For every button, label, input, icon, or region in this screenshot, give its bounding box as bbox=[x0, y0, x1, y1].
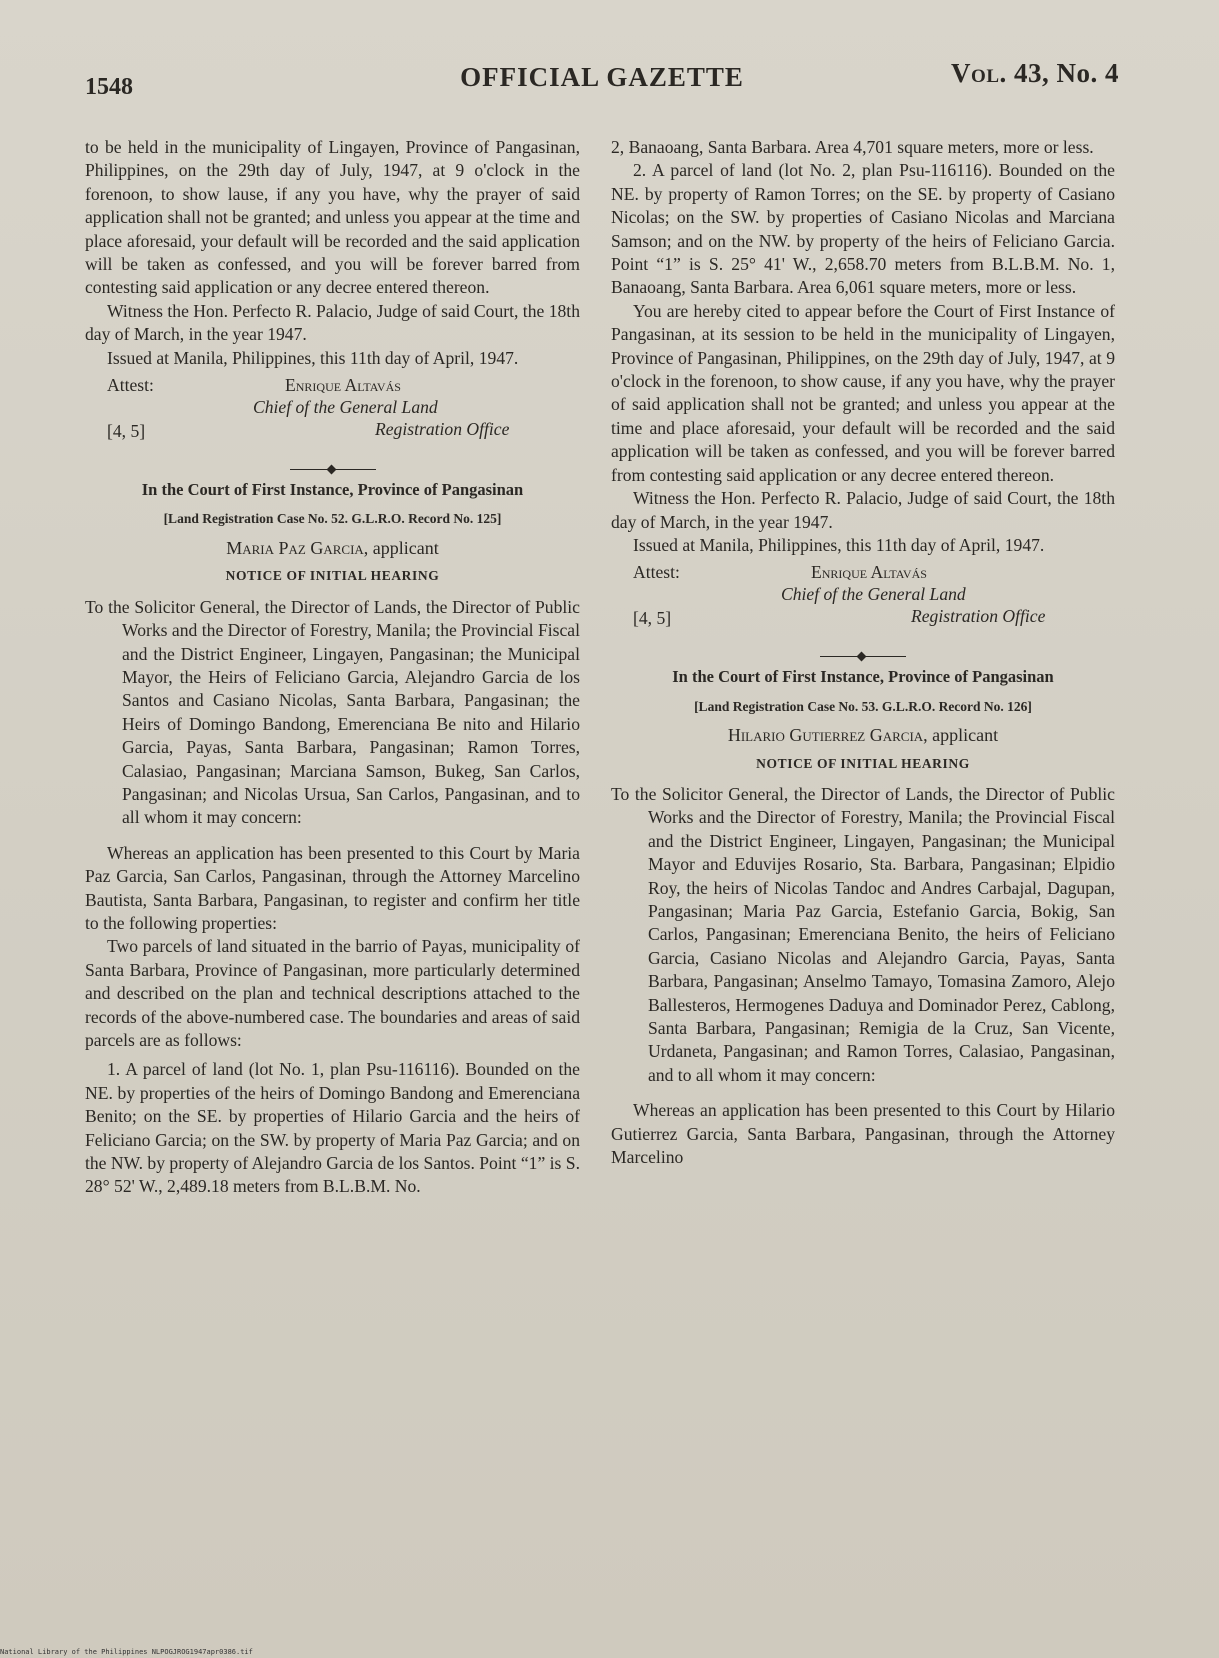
attest-label: Attest: bbox=[107, 375, 154, 396]
notice-heading: NOTICE OF INITIAL HEARING bbox=[225, 568, 440, 584]
attest-label: Attest: bbox=[633, 562, 680, 583]
attest-number: [4, 5] bbox=[107, 421, 146, 442]
applicant-line bbox=[85, 537, 580, 560]
attest-title-line-2: Registration Office bbox=[375, 419, 510, 440]
attest-name: Enrique Altavás bbox=[811, 562, 927, 583]
applicant-name: Hilario Gutierrez Garcia bbox=[727, 725, 924, 746]
left-parcel-1: 1. A parcel of land (lot No. 1, plan Psu-116116). Bounded on the NE. by properties of the heirs of Domingo Bandong and Emerenciana Benito; on the SE. by properties of Hilario Garcia and the heirs of Feliciano Garcia; on the SW. by property of Maria Paz Garcia; and on the NW. by property of Alejandro Garcia de los Santos. Point “1” is S. 28° 52' W., 2,489.18 meters from B.L.B.M. No. bbox=[85, 1059, 580, 1197]
court-heading: In the Court of First Instance, Province of Pangasinan bbox=[672, 667, 1054, 687]
attest-number: [4, 5] bbox=[633, 608, 672, 629]
addressees: To the Solicitor General, the Director of Lands, the Director of Public Works and the Director of Forestry, Manila; the Provincial Fiscal and the District Engineer, Lingayen, Pangasinan; the Municipal Mayor and Eduvijes Rosario, Sta. Barbara, Pangasinan; Elpidio Roy, the heirs of Nicolas Tandoc and Andres Carbajal, Dagupan, Pangasinan; Maria Paz Garcia, Estefanio Garcia, Bokig, San Carlos, Pangasinan; Emerenciana Benito, the heirs of Feliciano Garcia, Casiano Nicolas and Alejandro Garcia, Payas, Santa Barbara, Pangasinan; Anselmo Tamayo, Tomasina Zamoro, Alejo Ballesteros, Hermogenes Daduya and Dominador Perez, Cablong, Santa Barbara, Pangasinan; Remigia de la Cruz, San Vicente, Urdaneta, Pangasinan; and Ramon Torres, Calasiao, Pangasinan, and to all whom it may concern: bbox=[611, 783, 1115, 1085]
left-parcels: Two parcels of land situated in the barrio of Payas, municipality of Santa Barbara, Province of Pangasinan, more particularly determined and described on the plan and technical descriptions attached to the records of the above-numbered case. The boundaries and areas of said parcels are as follows: bbox=[85, 936, 580, 1050]
attest-name: Enrique Altavás bbox=[285, 375, 401, 396]
case-number: [Land Registration Case No. 53. G.L.R.O. Record No. 126] bbox=[694, 698, 1032, 714]
right-whereas: Whereas an application has been presented to this Court by Hilario Gutierrez Garcia, Santa Barbara, Pangasinan, through the Attorney Marcelino bbox=[611, 1100, 1115, 1168]
volume-label bbox=[951, 58, 1119, 89]
left-paragraph-1: to be held in the municipality of Lingayen, Province of Pangasinan, Philippines, on the 29th day of July, 1947, at 9 o'clock in the forenoon, to show lause, if any you have, why the prayer of said application shall not be granted; and unless you appear at the time and place aforesaid, your default will be recorded and the said application will be taken as confessed, and you will be forever barred from contesting said application or any decree entered thereon. bbox=[85, 137, 580, 298]
addressees: To the Solicitor General, the Director of Lands, the Director of Public Works and the Director of Forestry, Manila; the Provincial Fiscal and the District Engineer, Lingayen, Pangasinan; the Municipal Mayor, the Heirs of Feliciano Garcia, Alejandro Garcia de los Santos and Casiano Nicolas, Santa Barbara, Pangasinan; the Heirs of Domingo Bandong, Emerenciana Be nito and Hilario Garcia, Payas, Santa Barbara, Pangasinan; Ramon Torres, Calasiao, Pangasinan; Marciana Samson, Bukeg, San Carlos, Pangasinan; and Nicolas Ursua, San Carlos, Pangasinan, and to all whom it may concern: bbox=[85, 596, 580, 828]
scan-footer: National Library of the Philippines NLPOGJROG1947apr0386.tif bbox=[0, 1648, 253, 1656]
divider-ornament bbox=[85, 456, 580, 466]
vol-word: Vol. bbox=[951, 58, 1007, 88]
applicant-suffix: , applicant bbox=[363, 537, 439, 558]
right-column bbox=[611, 136, 1115, 1169]
page-number: 1548 bbox=[85, 74, 133, 100]
applicant-name: Maria Paz Garcia bbox=[226, 537, 364, 558]
applicant-suffix: , applicant bbox=[923, 725, 999, 746]
attest-title-line-1: Chief of the General Land bbox=[781, 584, 966, 605]
right-parcel-2: 2. A parcel of land (lot No. 2, plan Psu-116116). Bounded on the NE. by property of Ramon Torres; on the SE. by property of Casiano Nicolas; on the SW. by properties of Casiano Nicolas and Marciana Samson; and on the NW. by property of the heirs of Feliciano Garcia. Point “1” is S. 25° 41' W., 2,658.70 meters from B.L.B.M. No. 1, Banaoang, Santa Barbara. Area 6,061 square meters, more or less. bbox=[611, 160, 1115, 298]
left-whereas: Whereas an application has been presented to this Court by Maria Paz Garcia, San Carlos, Pangasinan, through the Attorney Marcelino Bautista, Santa Barbara, Pangasinan, to register and confirm her title to the following properties: bbox=[85, 842, 580, 933]
right-witness: Witness the Hon. Perfecto R. Palacio, Judge of said Court, the 18th day of March, in the year 1947. bbox=[611, 488, 1115, 532]
divider-ornament bbox=[611, 643, 1115, 653]
page-title: OFFICIAL GAZETTE bbox=[460, 62, 744, 92]
left-issued: Issued at Manila, Philippines, this 11th day of April, 1947. bbox=[107, 347, 519, 368]
applicant-line bbox=[611, 724, 1115, 747]
right-paragraph-1: 2, Banaoang, Santa Barbara. Area 4,701 square meters, more or less. bbox=[611, 137, 1094, 157]
right-attest-block bbox=[611, 561, 1115, 633]
left-witness: Witness the Hon. Perfecto R. Palacio, Judge of said Court, the 18th day of March, in the year 1947. bbox=[85, 300, 580, 345]
attest-title-line-2: Registration Office bbox=[911, 606, 1046, 627]
court-heading: In the Court of First Instance, Province of Pangasinan bbox=[141, 480, 524, 500]
case-number: [Land Registration Case No. 52. G.L.R.O. Record No. 125] bbox=[163, 511, 502, 527]
notice-heading: NOTICE OF INITIAL HEARING bbox=[756, 755, 970, 771]
page-header bbox=[85, 52, 1119, 100]
attest-title-line-1: Chief of the General Land bbox=[253, 397, 438, 418]
vol-number: 43, No. 4 bbox=[1006, 58, 1119, 88]
left-column bbox=[85, 136, 580, 1199]
right-issued: Issued at Manila, Philippines, this 11th day of April, 1947. bbox=[633, 534, 1045, 555]
left-attest-block bbox=[85, 374, 580, 446]
right-citation: You are hereby cited to appear before the Court of First Instance of Pangasinan, at its session to be held in the municipality of Lingayen, Province of Pangasinan, Philippines, on the 29th day of July, 1947, at 9 o'clock in the forenoon, to show cause, if any you have, why the prayer of said application shall not be granted; and unless you appear at the time and place aforesaid, your default will be recorded and the said application will be taken as confessed, and you will be forever barred from contesting said application or any decree entered thereon. bbox=[611, 300, 1115, 485]
